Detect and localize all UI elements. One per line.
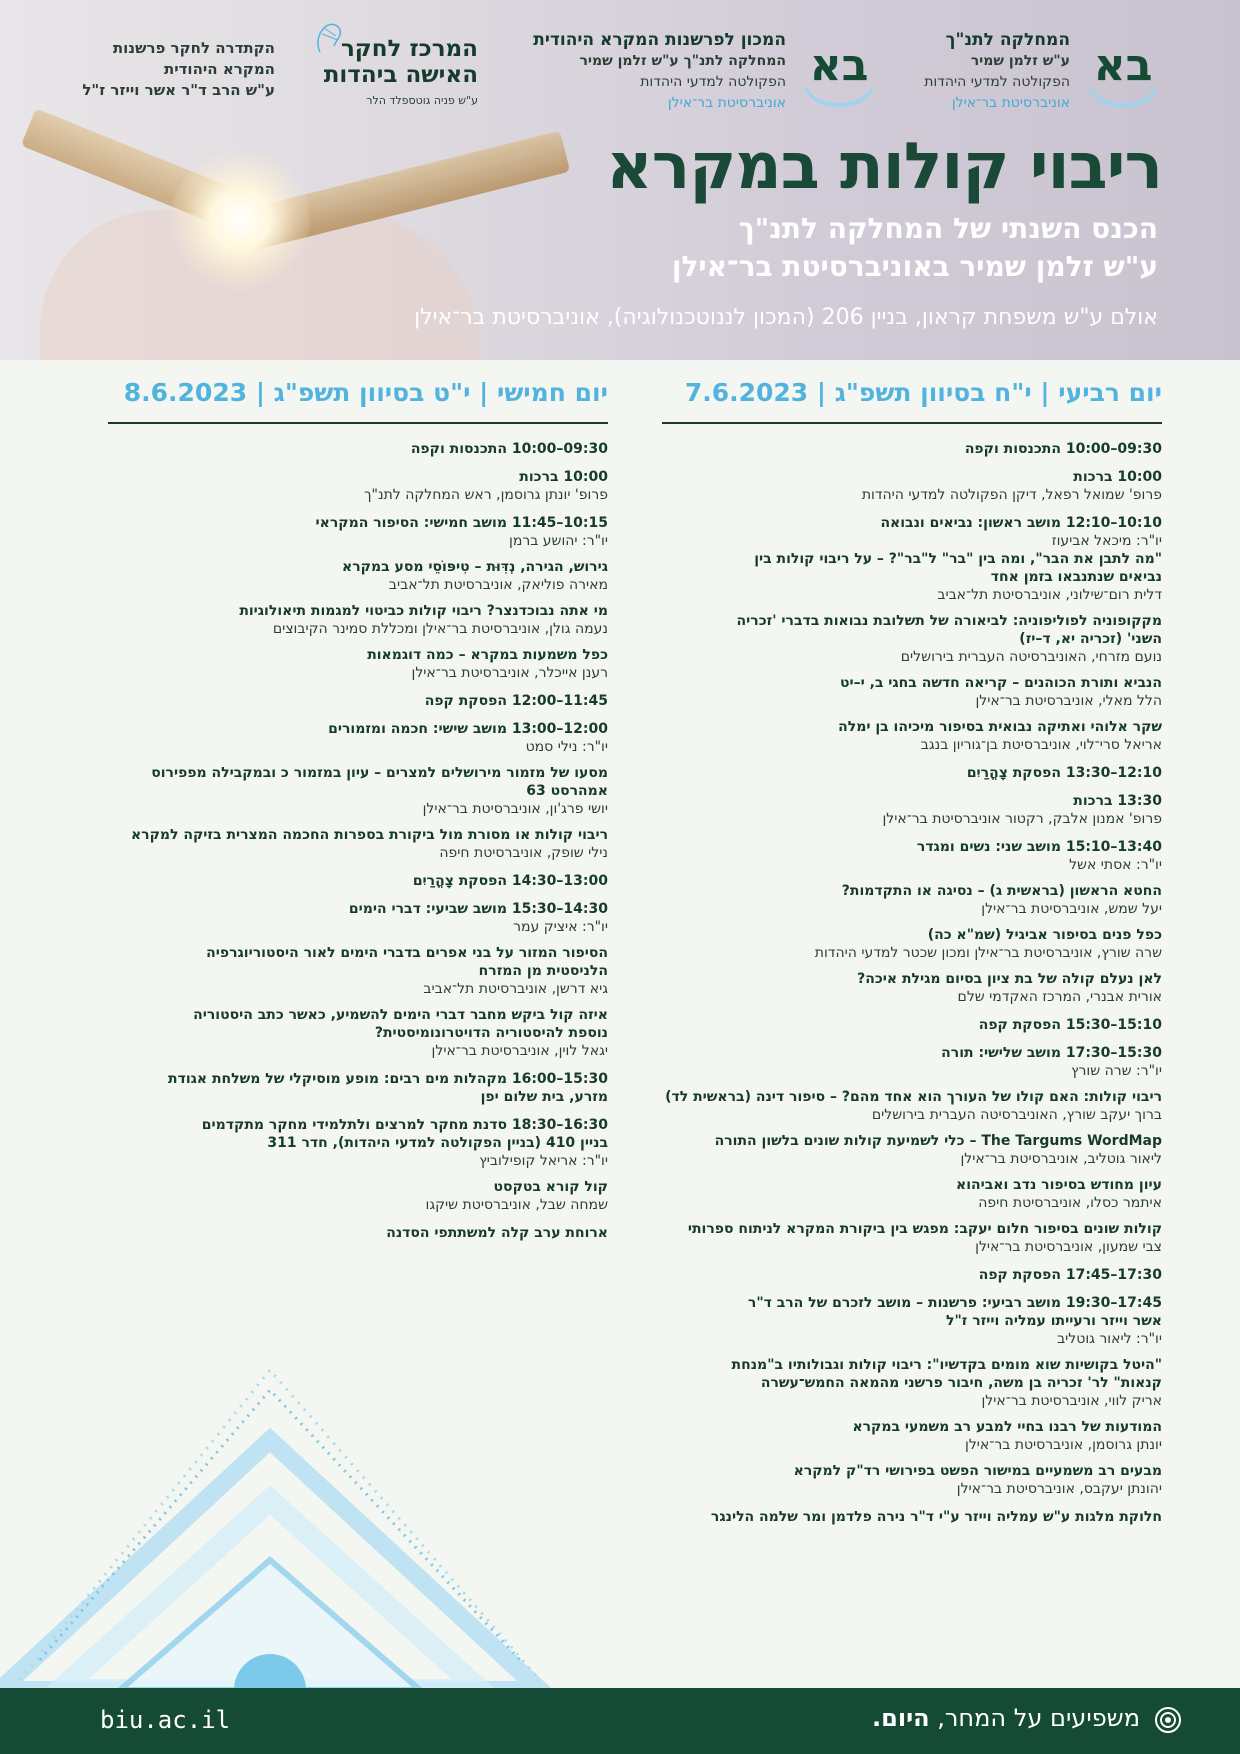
talk-title: נוספת להיסטוריה הדויטרונומיסטית? — [374, 1025, 608, 1041]
biu-logo-icon — [1084, 30, 1162, 108]
schedule-slot: ארוחת ערב קלה למשתתפי הסדנה — [386, 1225, 608, 1241]
speaker-line: הלל מאלי, אוניברסיטת בר־אילן — [975, 693, 1162, 709]
talk-title: "היטל בקושיות שוא מומים בקדשיו": ריבוי קולות וגבולותיו ב"מנחת — [731, 1357, 1162, 1373]
speaker-line: פרופ' אמנון אלבק, רקטור אוניברסיטת בר־אילן — [882, 811, 1162, 827]
speaker-line: נועם מזרחי, האוניברסיטה העברית בירושלים — [900, 649, 1162, 665]
conference-subtitle-1: הכנס השנתי של המחלקה לתנ"ך — [738, 212, 1158, 245]
talk-title: אשר וייזר ורעייתו עמליה וייזר ז"ל — [946, 1313, 1162, 1329]
schedule-slot: 14:30–15:30 מושב שביעי: דברי הימים — [348, 901, 608, 917]
light-glow — [170, 150, 310, 290]
talk-title: בניין 410 (בניין הפקולטה למדעי היהדות), חדר 311 — [267, 1135, 608, 1151]
schedule-slot: 10:00 ברכות — [1073, 469, 1162, 485]
spacer — [108, 756, 608, 764]
day2-program — [108, 430, 608, 1242]
footer-slogan — [872, 1704, 1140, 1732]
talk-title: השני' (זכריה יא, ד–יז) — [1019, 631, 1162, 647]
footer-url[interactable]: biu.ac.il — [100, 1706, 231, 1734]
schedule-slot: חלוקת מלגות ע"ש עמליה וייזר ע"י ד"ר נירה פלדמן ומר שלמה הלינגר — [710, 1509, 1162, 1525]
speaker-line: ברוך יעקב שורץ, האוניברסיטה העברית בירושלים — [871, 1107, 1162, 1123]
chair-line1: הקתדרה לחקר פרשנות — [112, 39, 275, 57]
speaker-line: שרה שורץ, אוניברסיטת בר־אילן ומכון שכטר למדעי היהדות — [814, 945, 1162, 961]
speaker-line: גיא דרשן, אוניברסיטת תל־אביב — [423, 981, 608, 997]
svg-text:בא: בא — [1093, 40, 1153, 91]
speaker-line: נעמה גולן, אוניברסיטת בר־אילן ומכללת סמינר הקיבוצים — [272, 621, 608, 637]
schedule-slot: 13:40–15:10 מושב שני: נשים ומגדר — [916, 839, 1162, 855]
footer-slogan-a: משפיעים על המחר, — [929, 1704, 1140, 1732]
schedule-slot: 10:15–11:45 מושב חמישי: הסיפור המקראי — [315, 515, 608, 531]
footer-slogan-b: היום. — [872, 1704, 930, 1732]
speaker-line: יו"ר: אריאל קופילוביץ — [479, 1153, 608, 1169]
dept-faculty: הפקולטה למדעי היהדות — [924, 74, 1070, 90]
schedule-slot: 17:45–19:30 מושב רביעי: פרשנות – מושב לזכרם של הרב ד"ר — [747, 1295, 1162, 1311]
biu-logo-icon — [800, 30, 878, 108]
spacer — [108, 1170, 608, 1178]
schedule-slot: 15:10–15:30 הפסקת קפה — [978, 1017, 1162, 1033]
talk-title: הלניסטית מן המזרח — [478, 963, 608, 979]
schedule-slot: 15:30–17:30 מושב שלישי: תורה — [941, 1045, 1162, 1061]
day2-divider — [108, 422, 608, 424]
speaker-line: פרופ' יונתן גרוסמן, ראש המחלקה לתנ"ך — [364, 487, 608, 503]
spacer — [662, 962, 1162, 970]
dept-name: ע"ש זלמן שמיר — [970, 53, 1070, 69]
talk-title: ריבוי קולות או מסורת מול ביקורת בספרות החכמה המצרית בזיקה למקרא — [130, 827, 608, 843]
speaker-line: שמחה שבל, אוניברסיטת שיקגו — [425, 1197, 608, 1213]
spacer — [662, 874, 1162, 882]
talk-title: נביאים שנתנבאו בזמן אחד — [990, 569, 1162, 585]
women-center-line1: המרכז לחקר — [340, 36, 478, 62]
day1-program — [662, 430, 1162, 1526]
speaker-line: נילי שופק, אוניברסיטת חיפה — [439, 845, 608, 861]
speaker-line: יו"ר: אסתי אשל — [1069, 857, 1162, 873]
speaker-line: ליאור גוטליב, אוניברסיטת בר־אילן — [960, 1151, 1162, 1167]
footer-bar — [0, 1688, 1240, 1754]
dept-university: אוניברסיטת בר־אילן — [951, 95, 1070, 111]
header-banner — [0, 0, 1240, 360]
spacer — [662, 1124, 1162, 1132]
spacer — [108, 594, 608, 602]
speaker-line: יו"ר: מיכאל אביעוז — [1051, 533, 1162, 549]
target-circle-icon — [1154, 1706, 1182, 1734]
speaker-line: דלית רום־שילוני, אוניברסיטת תל־אביב — [937, 587, 1162, 603]
talk-title: קנאות" לר' זכריה בן משה, חיבור פרשני מהמאה החמש־עשרה — [760, 1375, 1162, 1391]
schedule-slot: 13:30 ברכות — [1073, 793, 1162, 809]
spacer — [662, 1454, 1162, 1462]
conference-title: ריבוי קולות במקרא — [606, 130, 1162, 204]
day1-heading: יום רביעי | י"ח בסיוון תשפ"ג | 7.6.2023 — [684, 378, 1162, 407]
day2-heading: יום חמישי | י"ט בסיוון תשפ"ג | 8.6.2023 — [123, 378, 608, 407]
talk-title: קולות שונים בסיפור חלום יעקב: מפגש בין ביקורת המקרא לניתוח ספרותי — [687, 1221, 1162, 1237]
speaker-line: רענן אייכלר, אוניברסיטת בר־אילן — [411, 665, 608, 681]
speaker-line: יעל שמש, אוניברסיטת בר־אילן — [981, 901, 1162, 917]
talk-title: מסעו של מזמור מירושלים למצרים – עיון במזמור כ ובמקבילה מפפירוס — [151, 765, 608, 781]
spacer — [662, 1080, 1162, 1088]
talk-title: קול קורא בטקסט — [493, 1179, 608, 1195]
spacer — [662, 1348, 1162, 1356]
dept-title: המחלקה לתנ"ך — [945, 30, 1070, 50]
spacer — [108, 818, 608, 826]
spacer — [108, 998, 608, 1006]
women-center-sub: ע"ש פניה גוטספלד הלר — [366, 94, 478, 107]
talk-title: ריבוי קולות: האם קולו של העורך הוא אחד מהם? – סיפור דינה (בראשית לד) — [665, 1089, 1162, 1105]
schedule-slot: 15:30–16:00 מקהלות מים רבים: מופע מוסיקלי של משלחת אגודת — [168, 1071, 608, 1087]
spacer — [662, 1410, 1162, 1418]
talk-title: הנביא ותורת הכוהנים – קריאה חדשה בחגי ב, י–יט — [839, 675, 1162, 691]
institute-sub: המחלקה לתנ"ך ע"ש זלמן שמיר — [579, 53, 786, 69]
speaker-line: יו"ר: שרה שורץ — [1070, 1063, 1162, 1079]
svg-text:בא: בא — [809, 40, 869, 91]
spacer — [662, 918, 1162, 926]
conference-subtitle-2: ע"ש זלמן שמיר באוניברסיטת בר־אילן — [671, 250, 1158, 283]
women-center-line2: האישה ביהדות — [323, 62, 478, 88]
triangle-decoration — [0, 1360, 560, 1690]
institute-title: המכון לפרשנות המקרא היהודית — [533, 30, 786, 50]
speaker-line: מאירה פוליאק, אוניברסיטת תל־אביב — [388, 577, 608, 593]
schedule-slot: 16:30–18:30 סדנת מחקר למרצים ולתלמידי מחקר מתקדמים — [201, 1117, 608, 1133]
talk-title: מי אתה נבוכדנצר? ריבוי קולות כביטוי למגמות תיאולוגיות — [239, 603, 608, 619]
talk-title: מבעים רב משמעיים במישור הפשט בפירושי רד"ק למקרא — [793, 1463, 1162, 1479]
institute-faculty: הפקולטה למדעי היהדות — [640, 74, 786, 90]
speaker-line: יהונתן יעקבס, אוניברסיטת בר־אילן — [956, 1481, 1162, 1497]
institute-university: אוניברסיטת בר־אילן — [667, 95, 786, 111]
talk-title: המודעות של רבנו בחיי למבע רב משמעי במקרא — [852, 1419, 1162, 1435]
speaker-line: אורית אבנרי, המרכז האקדמי שלם — [957, 989, 1162, 1005]
conference-venue: אולם ע"ש משפחת קראון, בניין 206 (המכון לננוטכנולוגיה), אוניברסיטת בר־אילן — [414, 305, 1158, 330]
talk-title: עיון מחודש בסיפור נדב ואביהוא — [956, 1177, 1162, 1193]
schedule-slot: 11:45–12:00 הפסקת קפה — [424, 693, 608, 709]
speaker-line: אריאל סרי־לוי, אוניברסיטת בן־גוריון בנגב — [920, 737, 1162, 753]
talk-title: מזרע, בית שלום יפן — [480, 1089, 608, 1105]
speaker-line: איתמר כסלו, אוניברסיטת חיפה — [978, 1195, 1162, 1211]
day1-divider — [662, 422, 1162, 424]
chair-line2: המקרא היהודית — [163, 60, 275, 78]
speaker-line: פרופ' שמואל רפאל, דיקן הפקולטה למדעי היהדות — [861, 487, 1162, 503]
talk-title: "מה לתבן את הבר", ומה בין "בר" ל"בר"? – על ריבוי קולות בין — [754, 551, 1162, 567]
talk-title: איזה קול ביקש מחבר דברי הימים להשמיע, כאשר כתב היסטוריה — [193, 1007, 608, 1023]
talk-title: הסיפור המזור על בני אפרים בדברי הימים לאור היסטוריוגרפיה — [206, 945, 608, 961]
talk-title: החטא הראשון (בראשית ג) – נסיגה או התקדמות? — [841, 883, 1162, 899]
talk-title: אמהרסט 63 — [526, 783, 608, 799]
schedule-slot: 10:00 ברכות — [519, 469, 608, 485]
schedule-slot: 09:30–10:00 התכנסות וקפה — [964, 441, 1162, 457]
chair-line3: ע"ש הרב ד"ר אשר וייזר ז"ל — [82, 81, 275, 99]
speaker-line: יו"ר: ליאור גוטליב — [1057, 1331, 1162, 1347]
talk-title: לאן נעלם קולה של בת ציון בסיום מגילת איכה? — [857, 971, 1162, 987]
speaker-line: יו"ר: יהושע ברמן — [509, 533, 608, 549]
talk-title: מקקופוניה לפוליפוניה: לביאורה של תשלובת נבואות בדברי 'זכריה — [736, 613, 1162, 629]
speaker-line: צבי שמעון, אוניברסיטת בר־אילן — [975, 1239, 1162, 1255]
speaker-line: יגאל לוין, אוניברסיטת בר־אילן — [431, 1043, 608, 1059]
speaker-line: יו"ר: נילי סמט — [525, 739, 608, 755]
talk-title: כפל משמעות במקרא – כמה דוגמאות — [367, 647, 608, 663]
speaker-line: יו"ר: איציק עמר — [513, 919, 608, 935]
schedule-slot: 12:10–13:30 הפסקת צָהֳרַיִם — [966, 765, 1162, 781]
spacer — [662, 710, 1162, 718]
schedule-slot: 13:00–14:30 הפסקת צָהֳרַיִם — [412, 873, 608, 889]
speaker-line: אריק לווי, אוניברסיטת בר־אילן — [981, 1393, 1162, 1409]
spacer — [108, 638, 608, 646]
spacer — [662, 604, 1162, 612]
schedule-slot: 12:00–13:00 מושב שישי: חכמה ומזמורים — [328, 721, 608, 737]
spacer — [662, 1168, 1162, 1176]
schedule-slot: 09:30–10:00 התכנסות וקפה — [410, 441, 608, 457]
speaker-line: יושי פרג'ון, אוניברסיטת בר־אילן — [422, 801, 608, 817]
schedule-slot: 17:30–17:45 הפסקת קפה — [978, 1267, 1162, 1283]
speaker-line: יונתן גרוסמן, אוניברסיטת בר־אילן — [965, 1437, 1162, 1453]
schedule-slot: 10:10–12:10 מושב ראשון: נביאים ונבואה — [880, 515, 1162, 531]
talk-title: גירוש, הגירה, נְדִּוּת – טִיפּוֹסֵי מסע במקרא — [342, 559, 608, 575]
spacer — [108, 936, 608, 944]
spacer — [662, 666, 1162, 674]
spacer — [662, 1212, 1162, 1220]
talk-title: The Targums WordMap – כלי לשמיעת קולות שונים בלשון התורה — [714, 1133, 1162, 1149]
spacer — [108, 550, 608, 558]
talk-title: שקר אלוהי ואתיקה נבואית בסיפור מיכיהו בן ימלה — [838, 719, 1162, 735]
talk-title: כפל פנים בסיפור אביגיל (שמ"א כה) — [927, 927, 1162, 943]
